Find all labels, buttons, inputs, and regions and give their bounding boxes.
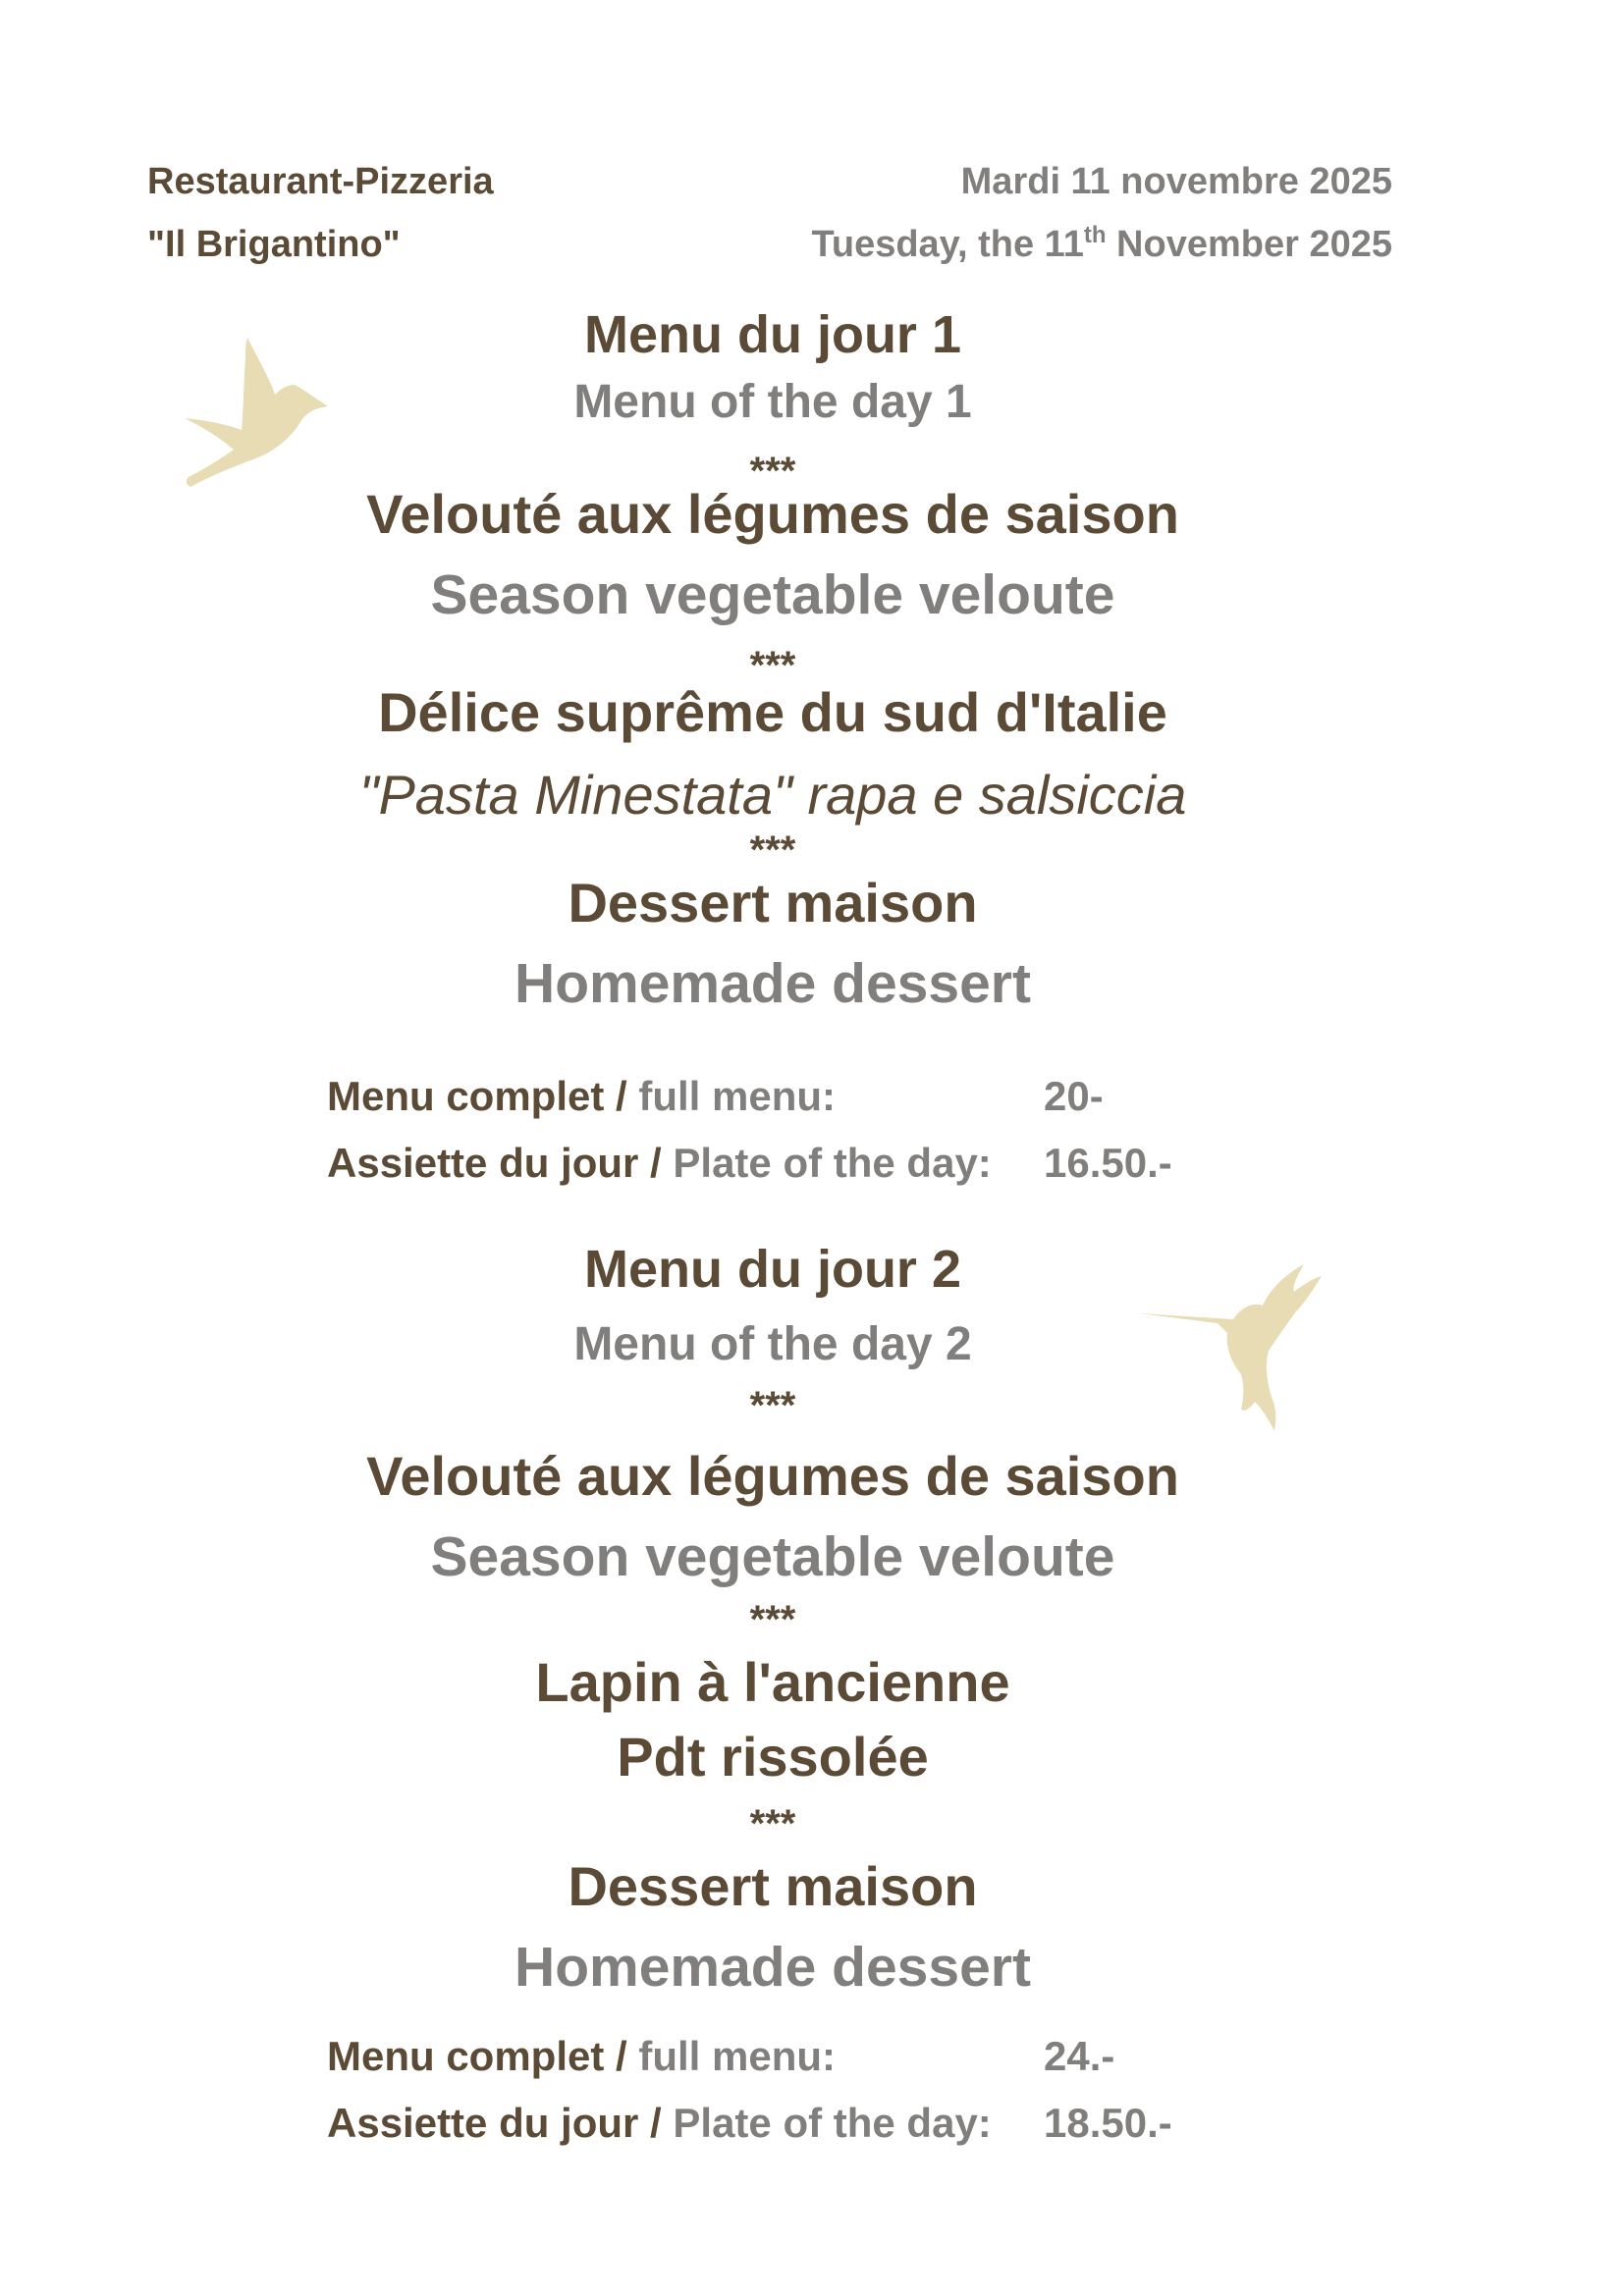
menu1-plate-price: 16.50.- [1044, 1140, 1172, 1186]
menu1-dessert-french: Dessert maison [568, 872, 978, 934]
date-french: Mardi 11 novembre 2025 [960, 161, 1392, 202]
restaurant-name: "Il Brigantino" [147, 224, 401, 265]
menu2-dessert-french: Dessert maison [568, 1855, 978, 1917]
menu2-dessert-english: Homemade dessert [514, 1936, 1031, 1999]
menu1-main-french: Délice suprême du sud d'Italie [378, 681, 1167, 743]
menu1-full-menu-label: Menu complet / full menu: [327, 1073, 837, 1119]
menu2-starter-french: Velouté aux légumes de saison [366, 1445, 1179, 1507]
separator: *** [749, 644, 796, 687]
separator: *** [749, 450, 796, 493]
menu2-full-menu-label: Menu complet / full menu: [327, 2033, 837, 2079]
menu2-main-french-1: Lapin à l'ancienne [535, 1651, 1010, 1713]
menu2-plate-price: 18.50.- [1044, 2100, 1172, 2146]
separator: *** [749, 1802, 796, 1845]
menu2-title-english: Menu of the day 2 [573, 1318, 972, 1370]
restaurant-type: Restaurant-Pizzeria [147, 161, 494, 202]
separator: *** [749, 1384, 796, 1427]
menu1-title-english: Menu of the day 1 [573, 376, 972, 428]
menu1-title-french: Menu du jour 1 [584, 305, 961, 364]
menu1-full-menu-price: 20- [1044, 1073, 1104, 1119]
menu1-plate-label: Assiette du jour / Plate of the day: [327, 1140, 992, 1186]
menu2-main-french-2: Pdt rissolée [617, 1726, 929, 1788]
date-english: Tuesday, the 11th November 2025 [811, 222, 1392, 265]
menu1-dessert-english: Homemade dessert [514, 952, 1031, 1015]
menu1-main-italian: "Pasta Minestata" rapa e salsiccia [358, 764, 1187, 826]
menu1-starter-english: Season vegetable veloute [430, 563, 1115, 626]
separator: *** [749, 828, 796, 872]
menu1-starter-french: Velouté aux légumes de saison [366, 483, 1179, 545]
separator: *** [749, 1598, 796, 1641]
menu2-title-french: Menu du jour 2 [584, 1240, 961, 1299]
menu2-full-menu-price: 24.- [1044, 2033, 1115, 2079]
menu2-starter-english: Season vegetable veloute [430, 1525, 1115, 1588]
menu2-plate-label: Assiette du jour / Plate of the day: [327, 2100, 992, 2146]
